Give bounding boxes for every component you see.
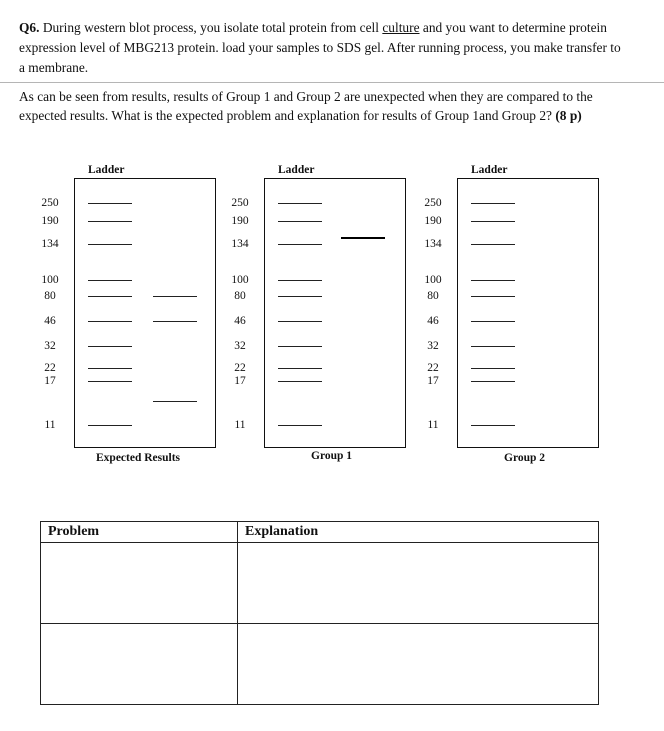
marker-label: 46 xyxy=(234,315,246,327)
marker-label: 11 xyxy=(44,419,56,431)
question-underlined-word: culture xyxy=(382,20,420,35)
marker-label: 134 xyxy=(231,238,249,250)
ladder-band xyxy=(471,425,515,426)
divider xyxy=(0,82,664,83)
ladder-band xyxy=(88,203,132,204)
ladder-band xyxy=(471,244,515,245)
marker-label: 100 xyxy=(231,274,249,286)
marker-label: 17 xyxy=(427,375,439,387)
sample-band xyxy=(153,296,197,297)
ladder-band xyxy=(471,203,515,204)
marker-label: 80 xyxy=(427,290,439,302)
marker-label: 22 xyxy=(44,362,56,374)
ladder-band xyxy=(278,321,322,322)
answer-row xyxy=(41,543,599,624)
ladder-band xyxy=(278,296,322,297)
marker-label: 22 xyxy=(427,362,439,374)
marker-label: 32 xyxy=(234,340,246,352)
ladder-band xyxy=(88,425,132,426)
ladder-band xyxy=(278,280,322,281)
answer-row xyxy=(41,624,599,705)
answer-table-header-row xyxy=(41,522,599,543)
answer-table xyxy=(40,521,599,705)
ladder-band xyxy=(278,203,322,204)
problem-cell[interactable] xyxy=(41,624,238,705)
marker-label: 190 xyxy=(424,215,442,227)
gel3-label: Group 2 xyxy=(504,452,546,464)
explanation-cell[interactable] xyxy=(238,543,599,624)
ladder-band xyxy=(471,321,515,322)
gel3-box xyxy=(457,178,599,448)
ladder-band xyxy=(88,296,132,297)
problem-header: Problem xyxy=(41,522,238,543)
marker-label: 250 xyxy=(41,197,59,209)
ladder-band xyxy=(471,296,515,297)
marker-label: 190 xyxy=(41,215,59,227)
marker-label: 80 xyxy=(234,290,246,302)
gel3-ladder-title: Ladder xyxy=(471,164,508,176)
marker-label: 22 xyxy=(234,362,246,374)
marker-label: 250 xyxy=(231,197,249,209)
marker-label: 46 xyxy=(427,315,439,327)
question-number: Q6. xyxy=(19,20,40,35)
ladder-band xyxy=(278,425,322,426)
ladder-band xyxy=(278,346,322,347)
ladder-band xyxy=(88,280,132,281)
question-points: (8 p) xyxy=(555,107,582,123)
marker-label: 17 xyxy=(234,375,246,387)
ladder-band xyxy=(471,346,515,347)
question-paragraph xyxy=(19,18,627,78)
ladder-band xyxy=(88,244,132,245)
ladder-band xyxy=(88,221,132,222)
gel2-ladder-title: Ladder xyxy=(278,164,315,176)
marker-label: 134 xyxy=(41,238,59,250)
problem-cell[interactable] xyxy=(41,543,238,624)
ladder-band xyxy=(278,221,322,222)
ladder-band xyxy=(88,381,132,382)
ladder-band xyxy=(88,368,132,369)
marker-label: 134 xyxy=(424,238,442,250)
sample-band xyxy=(153,401,197,402)
marker-label: 17 xyxy=(44,375,56,387)
ladder-band xyxy=(278,244,322,245)
question-text-1: During western blot process, you isolate total protein from cell xyxy=(39,20,383,35)
ladder-band xyxy=(88,346,132,347)
gel2-box xyxy=(264,178,406,448)
marker-label: 11 xyxy=(234,419,246,431)
explanation-header: Explanation xyxy=(238,522,599,543)
gel2-label: Group 1 xyxy=(311,450,353,462)
marker-label: 32 xyxy=(44,340,56,352)
marker-label: 11 xyxy=(427,419,439,431)
ladder-band xyxy=(471,381,515,382)
question-part2-text: As can be seen from results, results of Group 1 and Group 2 are unexpected when they are compared to the expected results. What is the expected problem and explanation for results of Group 1and Group 2? xyxy=(19,89,593,123)
ladder-band xyxy=(278,368,322,369)
sample-band xyxy=(153,321,197,322)
question-text-2: and you want to determine protein expression level of MBG213 protein. load your samples to SDS gel. After running process, you make transfer to a membrane. xyxy=(19,20,621,75)
gel1-label: Expected Results xyxy=(96,452,181,464)
marker-label: 190 xyxy=(231,215,249,227)
ladder-band xyxy=(471,368,515,369)
ladder-band xyxy=(278,381,322,382)
gel1-box xyxy=(74,178,216,448)
ladder-band xyxy=(471,280,515,281)
sample-band xyxy=(341,237,385,239)
ladder-band xyxy=(471,221,515,222)
marker-label: 46 xyxy=(44,315,56,327)
marker-label: 32 xyxy=(427,340,439,352)
explanation-cell[interactable] xyxy=(238,624,599,705)
marker-label: 80 xyxy=(44,290,56,302)
marker-label: 100 xyxy=(424,274,442,286)
gel1-ladder-title: Ladder xyxy=(88,164,125,176)
question-part2 xyxy=(19,88,629,125)
marker-label: 250 xyxy=(424,197,442,209)
ladder-band xyxy=(88,321,132,322)
marker-label: 100 xyxy=(41,274,59,286)
